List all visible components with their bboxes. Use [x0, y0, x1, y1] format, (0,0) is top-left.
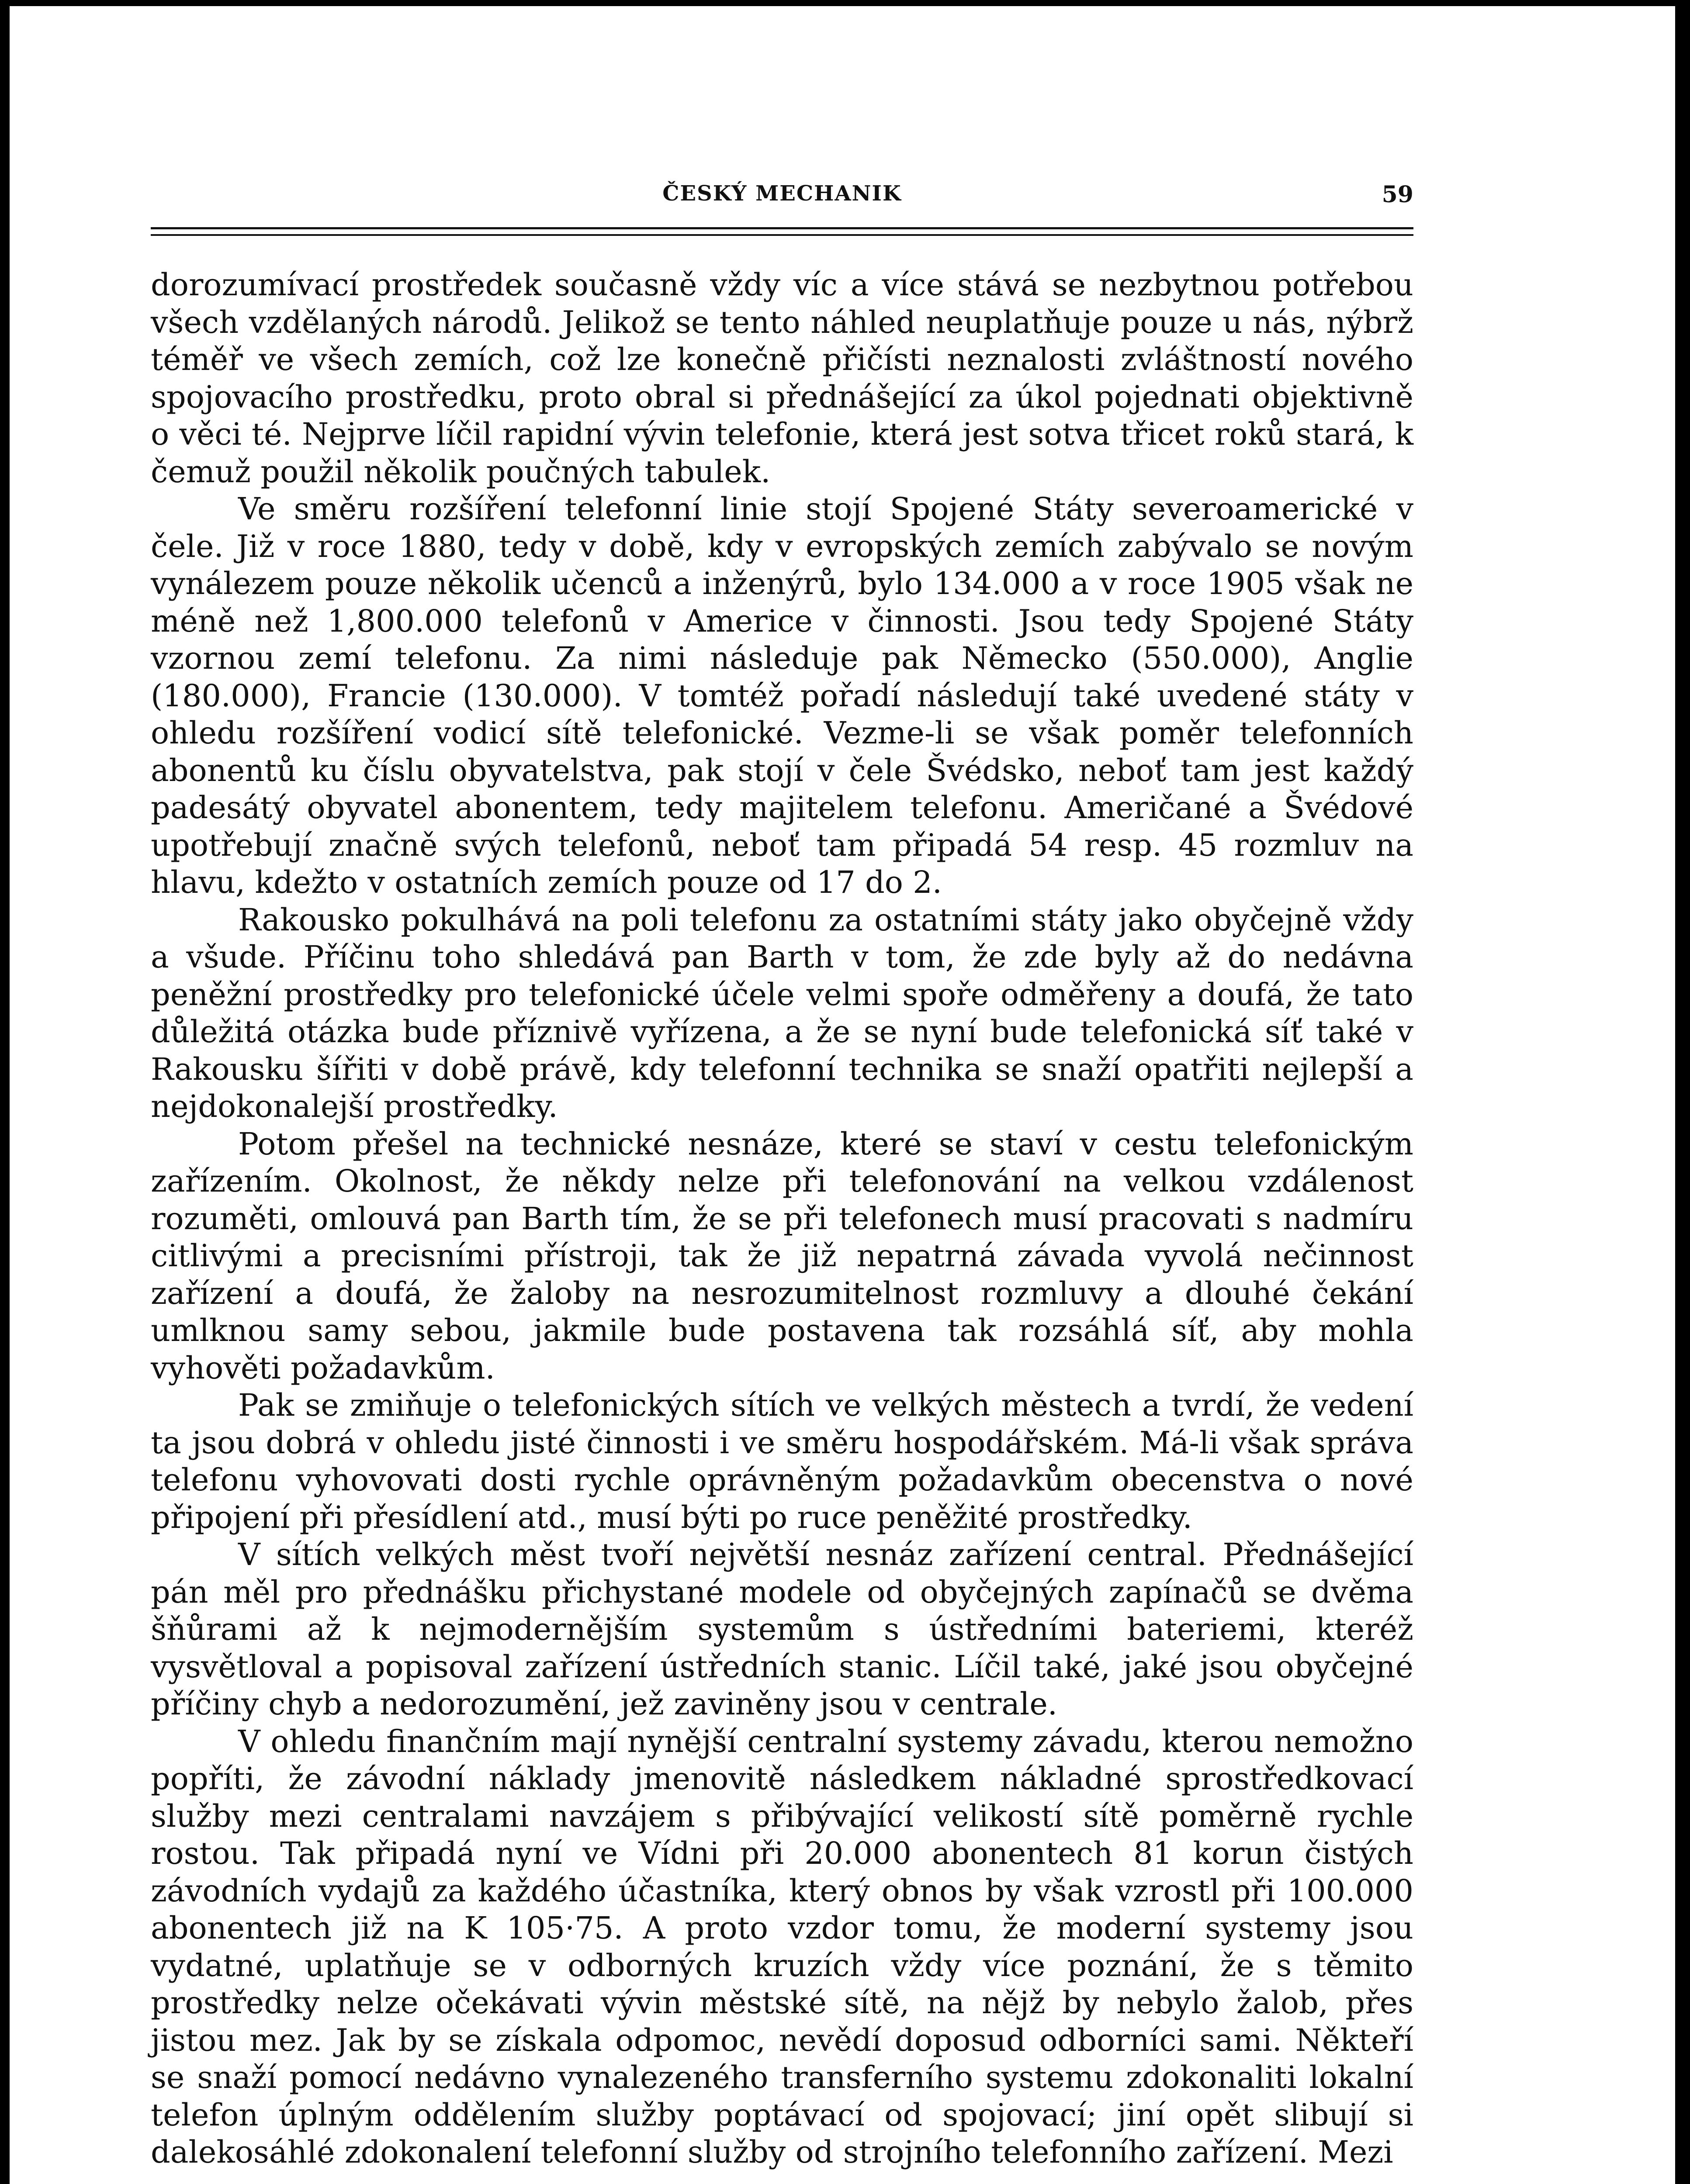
- paragraph: Ve směru rozšíření telefonní linie stojí Spojené Státy severoamerické v čele. Již v roce 1880, tedy v době, kdy v evropských zemích zabývalo se novým vynálezem pouze několik učenců a inženýrů, bylo 134.000 a v roce 1905 však ne méně než 1,800.000 telefonů v Americe v činnosti. Jsou tedy Spojené Státy vzornou zemí telefonu. Za nimi následuje pak Německo (550.000), Anglie (180.000), Francie (130.000). V tomtéž pořadí následují také uvedené státy v ohledu rozšíření vodicí sítě telefonické. Vezme-li se však poměr telefonních abonentů ku číslu obyvatelstva, pak stojí v čele Švédsko, neboť tam jest každý padesátý obyvatel abonentem, tedy majitelem telefonu. Američané a Švédové upotřebují značně svých telefonů, neboť tam připadá 54 resp. 45 rozmluv na hlavu, kdežto v ostatních zemích pouze od 17 do 2.: [151, 491, 1413, 900]
- paragraph-continuation: dorozumívací prostředek současně vždy víc a více stává se nezbytnou potřebou všech vzdělaných národů. Jelikož se tento náhled neuplatňuje pouze u nás, nýbrž téměř ve všech zemích, což lze konečně přičísti neznalosti zvláštností nového spojovacího prostředku, proto obral si přednášející za úkol pojednati objektivně o věci té. Nejprve líčil rapidní vývin telefonie, která jest sotva třicet roků stará, k čemuž použil několik poučných tabulek.: [151, 267, 1413, 490]
- journal-title: ČESKÝ MECHANIK: [662, 181, 902, 206]
- header-rule-thin: [151, 234, 1413, 236]
- scan-border-right: [1675, 0, 1690, 2184]
- scan-border-left: [0, 0, 10, 2184]
- paragraph: Potom přešel na technické nesnáze, které se staví v cestu telefonickým zařízením. Okolnost, že někdy nelze při telefonování na velkou vzdálenost rozuměti, omlouvá pan Barth tím, že se při telefonech musí pracovati s nadmíru citlivými a precisními přístroji, tak že již nepatrná závada vyvolá nečinnost zařízení a doufá, že žaloby na nesrozumitelnost rozmluvy a dlouhé čekání umlknou samy sebou, jakmile bude postavena tak rozsáhlá síť, aby mohla vyhověti požadavkům.: [151, 1126, 1413, 1386]
- page-number: 59: [1382, 181, 1413, 208]
- header-rule-thick: [151, 227, 1413, 229]
- scan-border-top: [0, 0, 1690, 6]
- paragraph: Rakousko pokulhává na poli telefonu za ostatními státy jako obyčejně vždy a všude. Příčinu toho shledává pan Barth v tom, že zde byly až do nedávna peněžní prostředky pro telefonické účele velmi spoře odměřeny a doufá, že tato důležitá otázka bude příznivě vyřízena, a že se nyní bude telefonická síť také v Rakousku šířiti v době právě, kdy telefonní technika se snaží opatřiti nejlepší a nejdokonalejší prostředky.: [151, 902, 1413, 1124]
- paragraph: V sítích velkých měst tvoří největší nesnáz zařízení central. Přednášející pán měl pro přednášku přichystané modele od obyčejných zapínačů se dvěma šňůrami až k nejmodernějším systemům s ústředními bateriemi, kteréž vysvětloval a popisoval zařízení ústředních stanic. Líčil také, jaké jsou obyčejné příčiny chyb a nedorozumění, jež zaviněny jsou v centrale.: [151, 1537, 1413, 1722]
- article-body: [151, 266, 1413, 2171]
- paragraph: V ohledu finančním mají nynější centralní systemy závadu, kterou nemožno popříti, že závodní náklady jmenovitě následkem nákladné sprostředkovací služby mezi centralami navzájem s přibývající velikostí sítě poměrně rychle rostou. Tak připadá nyní ve Vídni při 20.000 abonentech 81 korun čistých závodních vydajů za každého účastníka, který obnos by však vzrostl při 100.000 abonentech již na K 105·75. A proto vzdor tomu, že moderní systemy jsou vydatné, uplatňuje se v odborných kruzích vždy více poznání, že s těmito prostředky nelze očekávati vývin městské sítě, na nějž by nebylo žalob, přes jistou mez. Jak by se získala odpomoc, nevědí doposud odborníci sami. Někteří se snaží pomocí nedávno vynalezeného transferního systemu zdokonaliti lokalní telefon úplným oddělením služby poptávací od spojovací; jiní opět slibují si dalekosáhlé zdokonalení telefonní služby od strojního telefonního zařízení. Mezi: [151, 1723, 1413, 2170]
- paragraph: Pak se zmiňuje o telefonických sítích ve velkých městech a tvrdí, že vedení ta jsou dobrá v ohledu jisté činnosti i ve směru hospodářském. Má-li však správa telefonu vyhovovati dosti rychle oprávněným požadavkům obecenstva o nové připojení při přesídlení atd., musí býti po ruce peněžité prostředky.: [151, 1387, 1413, 1535]
- running-head: [151, 181, 1413, 212]
